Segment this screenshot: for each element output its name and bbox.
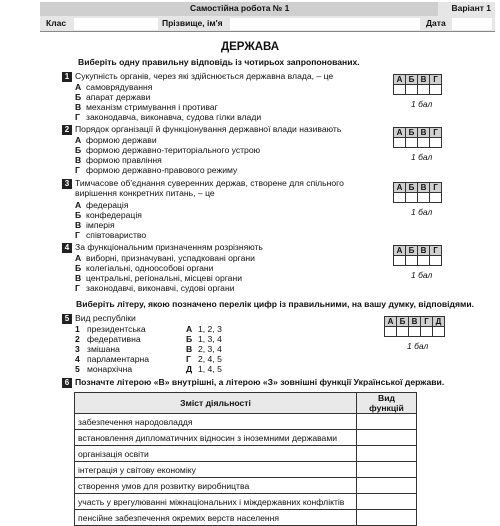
question-text: Позначте літерою «В» внутрішні, а літерою «З» зовнішні функції Української держави. [75, 377, 445, 387]
section-title: ДЕРЖАВА [220, 41, 280, 53]
points-label: 1 бал [411, 270, 433, 280]
question-text: Вид республіки [75, 313, 136, 323]
question-text: За функціональним призначенням розрізняють [75, 242, 263, 252]
option: Г законодавча, виконавча, судова гілки влади [75, 112, 262, 122]
option: Г формою державно-правового режиму [75, 165, 238, 175]
table-row: пенсійне забезпечення окремих верств населення [75, 510, 417, 526]
table-row: встановлення дипломатичних відносин з іноземними державами [75, 430, 417, 446]
table-header-type: Вид функцій [357, 393, 417, 414]
option: А формою держави [75, 135, 157, 145]
answer-cell[interactable] [357, 510, 417, 526]
table-row: організація освіти [75, 446, 417, 462]
option: В центральні, регіональні, місцеві органи [75, 273, 243, 283]
option: А самоврядування [75, 82, 153, 92]
question-number: 4 [62, 243, 72, 253]
choice-item: Г 2, 4, 5 [186, 354, 222, 364]
list-item: 3 змішана [75, 344, 120, 354]
option: А федерація [75, 200, 129, 210]
list-item: 4 парламентарна [75, 354, 150, 364]
instruction-multi-choice: Виберіть літеру, якою позначено перелік цифр із правильними, на вашу думку, відповідями. [76, 299, 474, 309]
option: В механізм стримування і противаг [75, 102, 218, 112]
answer-box[interactable]: А Б В Г [393, 74, 442, 95]
list-item: 1 президентська [75, 324, 146, 334]
points-label: 1 бал [411, 207, 433, 217]
functions-table [74, 392, 417, 526]
table-row: участь у врегулюванні міжнаціональних і міждержавних конфліктів [75, 494, 417, 510]
choice-item: Б 1, 3, 4 [186, 334, 222, 344]
table-header-activity: Зміст діяльності [75, 393, 357, 414]
variant-label: Варіант 1 [451, 3, 491, 13]
question-text: Порядок організації й функціонування державної влади називають [75, 124, 342, 134]
choice-item: В 2, 3, 4 [186, 344, 222, 354]
table-row: забезпечення народовладдя [75, 414, 417, 430]
work-title: Самостійна робота № 1 [190, 3, 290, 13]
option: Б конфедерація [75, 210, 142, 220]
answer-cell[interactable] [357, 494, 417, 510]
option: А виборні, призначувані, успадковані органи [75, 253, 255, 263]
student-info-row [40, 16, 495, 32]
answer-cell[interactable] [357, 446, 417, 462]
answer-cell[interactable] [357, 462, 417, 478]
table-row: інтеграція у світову економіку [75, 462, 417, 478]
question-text: Тимчасове об'єднання суверенних держав, створене для спільного вирішення конкретних питань, – це [75, 178, 344, 198]
answer-cell[interactable] [357, 414, 417, 430]
points-label: 1 бал [407, 341, 429, 351]
option: Б формою державно-територіального устрою [75, 145, 261, 155]
option: Г співтовариство [75, 230, 147, 240]
instruction-single-choice: Виберіть одну правильну відповідь із чотирьох запропонованих. [78, 57, 360, 67]
list-item: 5 монархічна [75, 364, 133, 374]
points-label: 1 бал [411, 152, 433, 162]
answer-cell[interactable] [357, 478, 417, 494]
answer-box[interactable]: А Б В Г [393, 182, 442, 203]
option: Б колегіальні, одноособові органи [75, 263, 214, 273]
question-number: 6 [62, 378, 72, 388]
answer-cell[interactable] [357, 430, 417, 446]
class-field[interactable] [74, 18, 158, 30]
question-number: 5 [62, 314, 72, 324]
name-field[interactable] [230, 18, 420, 30]
answer-box[interactable]: А Б В Г [393, 245, 442, 266]
points-label: 1 бал [411, 99, 433, 109]
answer-box[interactable]: А Б В Г Д [384, 316, 445, 337]
table-row: створення умов для розвитку виробництва [75, 478, 417, 494]
date-label: Дата [426, 18, 446, 28]
choice-item: А 1, 2, 3 [186, 324, 222, 334]
question-number: 2 [62, 125, 72, 135]
option: Б апарат держави [75, 92, 151, 102]
choice-item: Д 1, 4, 5 [186, 364, 222, 374]
question-text: Сукупність органів, через які здійснюється державна влада, – це [75, 71, 334, 81]
option: Г законодавчі, виконавчі, судові органи [75, 283, 235, 293]
option: В формою правління [75, 155, 162, 165]
list-item: 2 федеративна [75, 334, 141, 344]
answer-box[interactable]: А Б В Г [393, 127, 442, 148]
question-number: 3 [62, 179, 72, 189]
header-bar [40, 2, 495, 16]
option: В імперія [75, 220, 115, 230]
class-label: Клас [46, 18, 67, 28]
question-number: 1 [62, 72, 72, 82]
date-field[interactable] [452, 18, 492, 30]
name-label: Прізвище, ім'я [162, 18, 223, 28]
